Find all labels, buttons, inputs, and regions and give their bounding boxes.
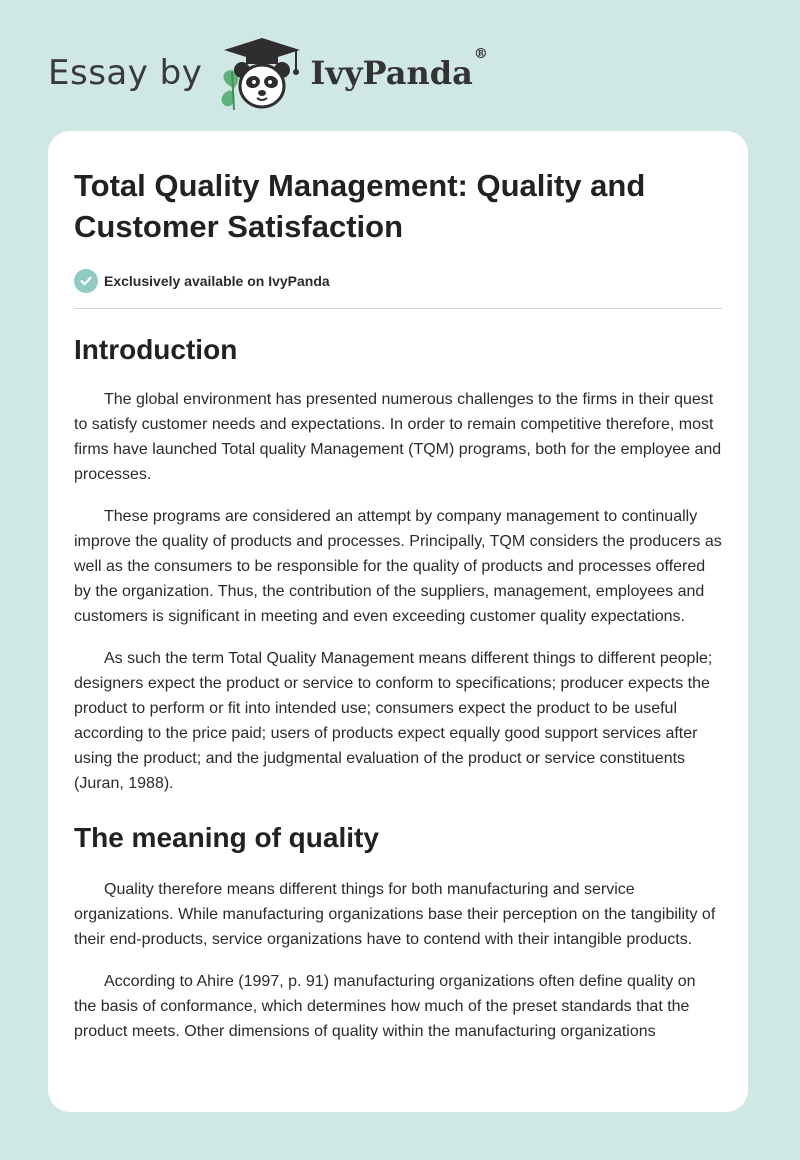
paragraph: According to Ahire (1997, p. 91) manufacturing organizations often define quality on the basis of conformance, which determines how much of the preset standards that the product meets. Other dimensions of quality within the manufacturing organizations [74, 973, 696, 1040]
section-body-meaning-of-quality [74, 877, 722, 1044]
brand-name[interactable] [310, 46, 488, 92]
brand-label: IvyPanda [310, 54, 473, 92]
section-heading-meaning-of-quality: The meaning of quality [74, 822, 379, 853]
paragraph: These programs are considered an attempt by company management to continually improve the quality of products and processes. Principally, TQM considers the producers as well as the consumers to be responsible for the quality of products and processes offered by the organization. Thus, the contribution of the suppliers, management, employees and customers is significant in meeting and even exceeding customer quality expectations. [74, 508, 722, 625]
site-header [48, 36, 488, 110]
paragraph: The global environment has presented numerous challenges to the firms in their quest to satisfy customer needs and expectations. In order to remain competitive therefore, most firms have launched Total quality Management (TQM) programs, both for the employee and processes. [74, 391, 722, 483]
essay-card [48, 131, 748, 1112]
title-divider [74, 308, 722, 309]
registered-mark: ® [473, 46, 488, 63]
essay-by-label: Essay by [48, 53, 203, 93]
check-icon [74, 269, 98, 293]
exclusive-badge [74, 267, 722, 295]
exclusive-badge-label: Exclusively available on IvyPanda [104, 273, 330, 289]
paragraph: As such the term Total Quality Management means different things to different people; designers expect the product or service to conform to specifications; producer expects the product to perform or fit into intended use; consumers expect the product to be useful according to the price paid; users of products expect equally good support services after using the product; and the judgmental evaluation of the product or service constituents (Juran, 1988). [74, 650, 713, 792]
page-title: Total Quality Management: Quality and Customer Satisfaction [74, 168, 646, 244]
section-body-introduction [74, 387, 722, 796]
section-heading-introduction: Introduction [74, 334, 238, 365]
paragraph: Quality therefore means different things for both manufacturing and service organizations. While manufacturing organizations base their perception on the tangibility of their end-products, service organizations have to contend with their intangible products. [74, 881, 716, 948]
panda-graduation-cap-logo-icon[interactable] [216, 36, 308, 110]
